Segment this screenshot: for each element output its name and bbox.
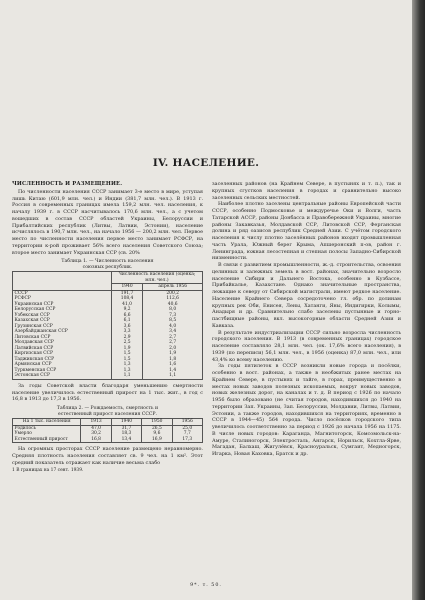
paragraph: По численности населения СССР занимает 3-е место в мире, уступая лишь Китаю (601,9 млн. чел.) и Индии (381,7 млн. чел.). В 1913 г. Россия в современных границах имела 159,2 млн. чел. населения, к началу 1939 г. в СССР насчитывалось 170,6 млн. чел., а с учетом вошедших в состав СССР областей Украины, Белоруссии и Прибалтийских республик (Литвы, Латвии, Эстонии), население исчислялось в 190,7 млн. чел., на начало 1956 — 200,2 млн. чел. Первое место по численности населения первое место занимает РСФСР, на территории к-рой проживает 56% всего населения Советского Союза; второе место занимает Украинская ССР (св. 20%: [12, 188, 203, 256]
republic-name: Грузинская ССР: [13, 324, 112, 330]
population-1940: 6,1: [111, 318, 143, 324]
rate-name: Естественный прирост: [13, 437, 81, 443]
population-1956: 3,4: [143, 329, 203, 335]
republic-name: СССР: [13, 290, 112, 296]
table1-caption: [12, 259, 203, 270]
right-column: [212, 181, 401, 571]
population-1956: 8,5: [143, 318, 203, 324]
population-1940: 108,4: [111, 296, 143, 302]
rate-value: 16,8: [81, 437, 111, 443]
paragraph: На огромных просторах СССР население размещено неравномерно. Средняя плотность населения составляет св. 9 чел. на 1 км². Этот средний показатель отражает как наличие весьма слабо: [12, 446, 203, 466]
table-row: [13, 373, 203, 379]
rate-value: 16,9: [142, 437, 172, 443]
table1-header-year: апрель 1956: [143, 284, 203, 291]
population-1940: 1,3: [111, 362, 143, 368]
population-1956: 8,0: [143, 307, 203, 313]
population-1956: 7,3: [143, 313, 203, 319]
population-1940: 2,5: [111, 340, 143, 346]
footnote: 1 В границах на 17 сент. 1939.: [12, 467, 84, 473]
republic-name: Литовская ССР: [13, 335, 112, 341]
rate-value: 13,4: [111, 437, 141, 443]
population-1956: 2,0: [143, 346, 203, 352]
population-1940: 3,6: [111, 324, 143, 330]
table2-header-year: 1913: [81, 419, 111, 426]
population-1940: 191,7: [111, 290, 143, 296]
rate-value: 47,0: [81, 425, 111, 431]
rate-value: 18,3: [111, 431, 141, 437]
book-spine-shadow: [412, 0, 425, 600]
population-1940: 1,5: [111, 351, 143, 357]
rate-value: 7,7: [172, 431, 202, 437]
republic-name: Белорусская ССР: [13, 307, 112, 313]
population-1956: 1,4: [143, 368, 203, 374]
chapter-title: IV. НАСЕЛЕНИЕ.: [152, 157, 260, 169]
republic-name: Молдавская ССР: [13, 340, 112, 346]
population-1956: 1,1: [143, 373, 203, 379]
population-1956: 4,0: [143, 324, 203, 330]
population-1940: 1,9: [111, 346, 143, 352]
republic-name: Туркменская ССР: [13, 368, 112, 374]
population-1940: 1,1: [111, 373, 143, 379]
republic-name: РСФСР: [13, 296, 112, 302]
rate-value: 9,6: [142, 431, 172, 437]
republic-name: Киргизская ССР: [13, 351, 112, 357]
population-1940: 3,3: [111, 329, 143, 335]
republic-name: Таджикская ССР: [13, 357, 112, 363]
table2-caption-line: Таблица 2. — Рождаемость, смертность и: [56, 406, 159, 412]
population-1940: 9,2: [111, 307, 143, 313]
table2-header-year: 1950: [142, 419, 172, 426]
population-1956: 1,6: [143, 362, 203, 368]
rate-value: 30,2: [81, 431, 111, 437]
table2-header-group: На 1 тыс. населения: [13, 419, 81, 426]
population-1956: 1,8: [143, 357, 203, 363]
paragraph: Наиболее плотно заселены центральные районы Европейской части СССР, особенно Подмосковье и междуречье Оки и Волги, часть Татарской АССР, районы Донбасса и Правобережной Украины, многие районы Закавказья, Молдавской ССР, Литовской ССР, Ферганская долина и ряд оазисов республик Средней Азии. С учётом городского населения к числу плотно заселённых районов входят промышленная часть Урала, Южный берег Крыма, Апшеронский п-ов, район г. Ленинграда, южная лесостепная и степная полосы Западно-Сибирской низменности.: [212, 201, 401, 262]
republic-name: Казахская ССР: [13, 318, 112, 324]
paragraph: заселенных районов (на Крайнем Севере, в пустынях и т. п.), так и крупных сгустков населения в городах и сравнительно высоко заселенных сельских местностей.: [212, 181, 401, 201]
population-1956: 112,6: [143, 296, 203, 302]
population-1940: 1,3: [111, 368, 143, 374]
population-1956: 40,6: [143, 302, 203, 308]
table1-header-year: 1940: [111, 284, 143, 291]
republic-name: Украинская ССР: [13, 302, 112, 308]
left-column: [12, 181, 203, 579]
paragraph: За годы Советской власти благодаря уменьшению смертности население увеличилось естественный прирост на 1 тыс. жит., в год с 16,8 в 1913 до 17,3 в 1956.: [12, 382, 203, 403]
table1-caption-line: Таблица 1. — Численность населения: [61, 259, 154, 265]
rate-name: Родилось: [13, 425, 81, 431]
table1-caption-line: союзных республик.: [82, 264, 133, 270]
population-1956: 200,2: [143, 290, 203, 296]
population-1956: 2,7: [143, 340, 203, 346]
table1-header-units: Численность населения (оценка; млн. чел.): [111, 272, 202, 284]
rate-value: 25,0: [172, 425, 202, 431]
page-number: 9*. т. 50.: [190, 583, 222, 588]
republic-name: Латвийская ССР: [13, 346, 112, 352]
section-heading: ЧИСЛЕННОСТЬ И РАЗМЕЩЕНИЕ.: [12, 181, 123, 187]
republic-name: Эстонская ССР: [13, 373, 112, 379]
population-1940: 6,6: [111, 313, 143, 319]
population-1940: 2,9: [111, 335, 143, 341]
table2-header-year: 1940: [111, 419, 141, 426]
rate-name: Умерло: [13, 431, 81, 437]
population-1940: 1,5: [111, 357, 143, 363]
table-row: [13, 437, 203, 443]
table1-header-republic: [13, 272, 112, 291]
table2-caption-line: естественный прирост населения СССР.: [58, 411, 157, 417]
republic-name: Азербайджанская ССР: [13, 329, 112, 335]
population-1956: 2,7: [143, 335, 203, 341]
population-1956: 1,9: [143, 351, 203, 357]
rate-value: 26,5: [142, 425, 172, 431]
rate-value: 17,3: [172, 437, 202, 443]
table2-caption: [12, 406, 203, 417]
population-table: [12, 271, 203, 380]
paragraph: В связи с развитием промышленности, ж.-д. строительства, освоения целинных и залежных земель в вост. районах, значительно возросло население Сибири и Дальнего Востока, особенно в Кузбассе, Прибайкалье, Казахстане. Однако значительные пространства, лежащие к северу от Сибирской магистрали, имеют редкое население. Население Крайнего Севера сосредоточено гл. обр. по долинам крупных рек Оби, Енисея, Лены, Хатанги, Яны, Индигирки, Колымы, Анадыря и др. Сравнительно слабо заселены пустынные и горно-пастбищные районы, вкл. высокогорные области Средней Азии и Кавказа.: [212, 262, 401, 329]
paragraph: В результате индустриализации СССР сильно возросла численность городского населения. В 1913 (в современных границах) городское население составляло 28,1 млн. чел. (ок. 17,6% всего населения), в 1939 (по переписи) 56,1 млн. чел., в 1956 (оценка) 87,0 млн. чел., или 43,4% ко всему населению.: [212, 329, 401, 363]
rate-value: 31,7: [111, 425, 141, 431]
republic-name: Армянская ССР: [13, 362, 112, 368]
table2-header-year: 1956: [172, 419, 202, 426]
republic-name: Узбекская ССР: [13, 313, 112, 319]
population-1940: 41,0: [111, 302, 143, 308]
birth-death-table: [12, 418, 203, 443]
paragraph: За годы пятилеток в СССР возникли новые города и посёлки, особенно в вост. районах, а также в необжитых ранее местах на Крайнем Севере, в пустынях и тайге, в горах, преимущественно в местах новых заводов полезных ископаемых, вокруг новых заводов, новых железных дорог, на каналах и т. д. В период с 1926 по начало 1956 было образовано (не считая городов, находившихся до 1940 на территории Зап. Украины, Зап. Белоруссии, Молдавии, Литвы, Латвии, Эстонии, а также городов, находившихся на территориях, временно в СССР в 1944—45) 564 города. Число посёлков городского типа увеличилось соответственно за период с 1926 до начала 1956 на 1175. В числе новых городов: Караганда, Магнитогорск, Комсомольск-на-Амуре, Сталиногорск, Электросталь, Ангарск, Норильск, Кохтла-Ярве, Магадан, Балхаш, Жигулёвск, Красноуральск, Сумгаит, Медногорск, Игарка, Новая Каховка, Братск и др.: [212, 363, 401, 457]
